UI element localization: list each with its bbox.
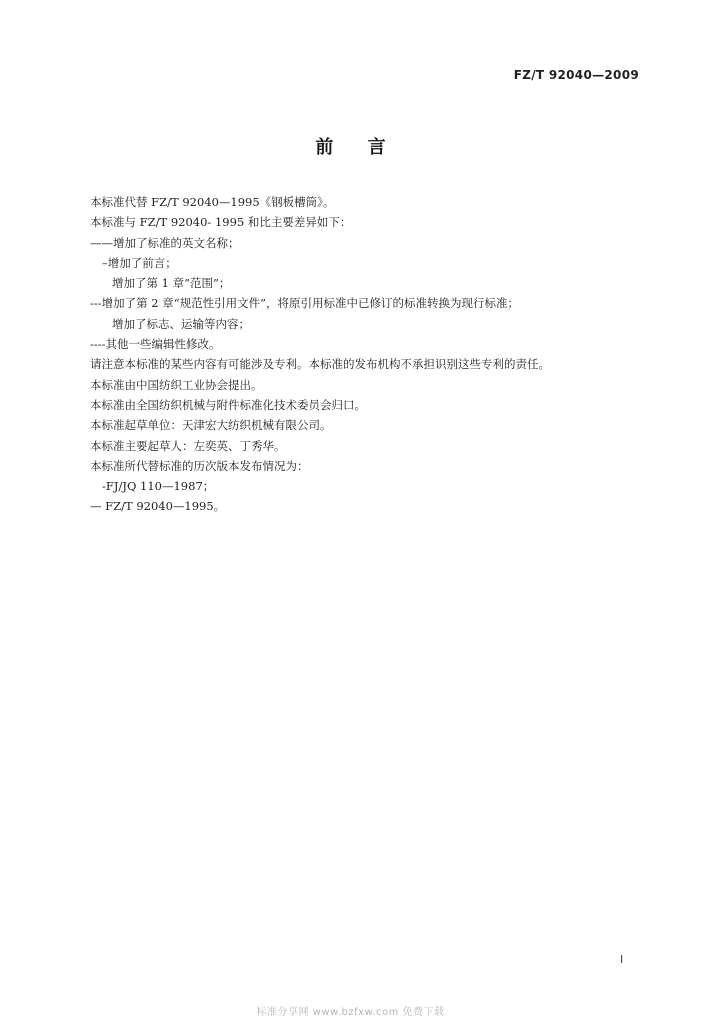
paragraph-line: 本标准由全国纺织机械与附件标准化技术委员会归口。 <box>90 397 366 412</box>
paragraph-line: 本标准由中国纺织工业协会提出。 <box>90 377 263 392</box>
list-item: -FJ/JQ 110—1987； <box>102 479 215 494</box>
paragraph-line: 本标准主要起草人：左奕英、丁秀华。 <box>90 438 286 453</box>
page-number: I <box>620 953 624 966</box>
paragraph-line: 本标准与 FZ/T 92040- 1995 和比主要差异如下： <box>90 215 352 230</box>
list-item: ----其他一些编辑性修改。 <box>90 337 221 352</box>
list-item: 增加了第 1 章“范围”； <box>112 276 231 291</box>
list-item: –增加了前言； <box>102 255 177 270</box>
page-title: 前 言 <box>315 137 386 158</box>
foreword-body <box>90 192 650 517</box>
list-item: — FZ/T 92040—1995。 <box>90 499 226 514</box>
paragraph-line: 本标准代替 FZ/T 92040—1995《钢板槽筒》。 <box>90 195 335 209</box>
paragraph-line: 请注意本标准的某些内容有可能涉及专利。本标准的发布机构不承担识别这些专利的责任。 <box>90 357 550 372</box>
watermark-text: 标准分享网 www.bzfxw.com 免费下载 <box>256 1007 445 1018</box>
paragraph-line: 本标准起草单位：天津宏大纺织机械有限公司。 <box>90 418 332 433</box>
list-item: 增加了标志、运输等内容； <box>112 316 250 331</box>
paragraph-line: 本标准所代替标准的历次版本发布情况为： <box>90 458 309 473</box>
list-item: ——增加了标准的英文名称； <box>90 235 240 250</box>
standard-code: FZ/T 92040—2009 <box>513 68 639 82</box>
list-item: ---增加了第 2 章“规范性引用文件”，将原引用标准中已修订的标准转换为现行标准； <box>90 296 520 311</box>
